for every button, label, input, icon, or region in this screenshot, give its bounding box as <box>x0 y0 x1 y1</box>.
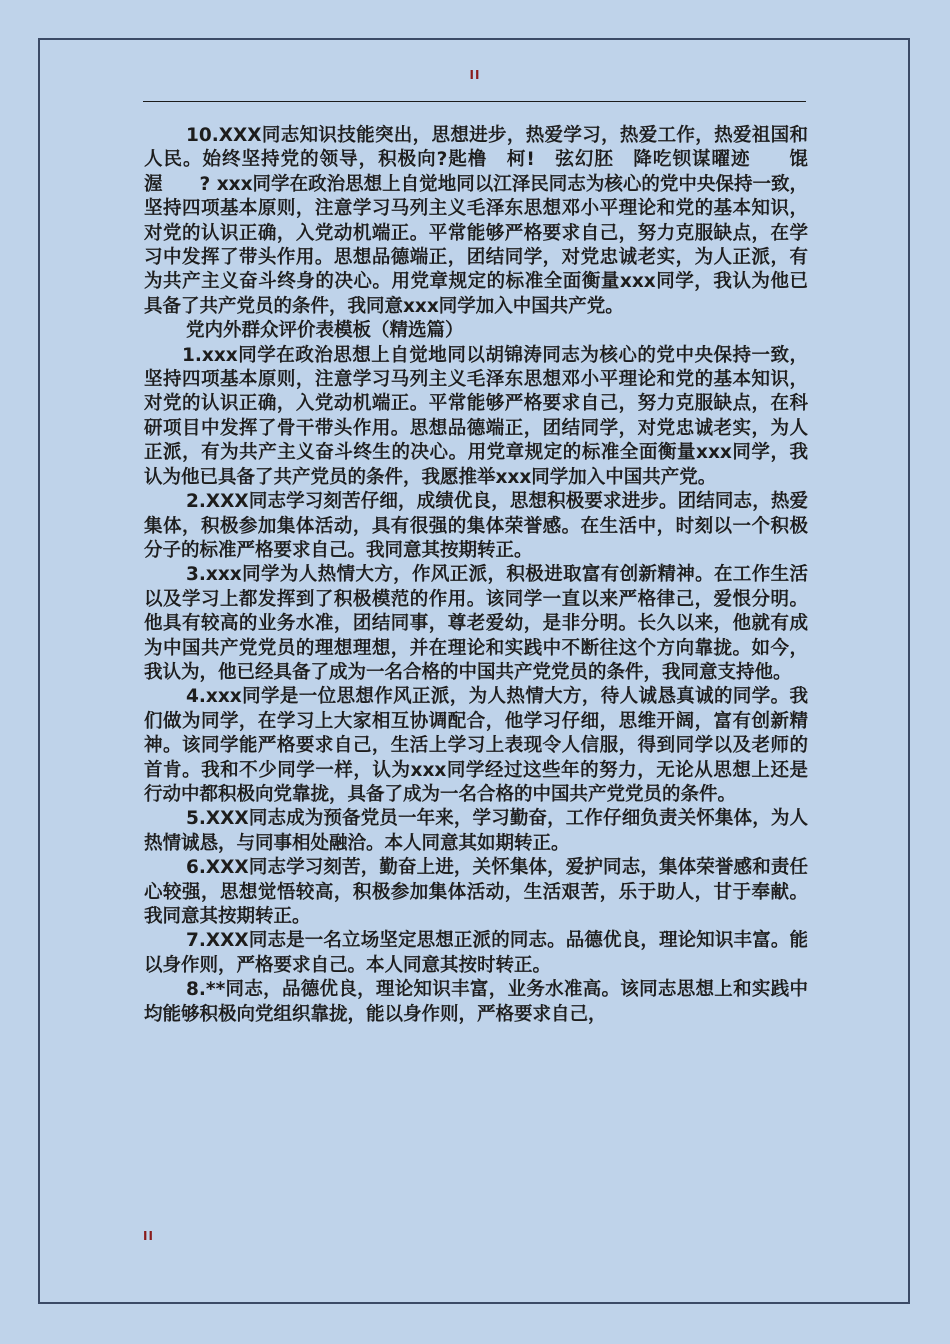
paragraph-7: 7.XXX同志是一名立场坚定思想正派的同志。品德优良，理论知识丰富。能以身作则，严格要求自己。本人同意其按时转正。 <box>144 930 808 976</box>
header-mark: II <box>469 68 481 82</box>
paragraph-2: 2.XXX同志学习刻苦仔细，成绩优良，思想积极要求进步。团结同志，热爱集体，积极参加集体活动，具有很强的集体荣誉感。在生活中，时刻以一个积极分子的标准严格要求自己。我同意其按期转正。 <box>144 491 808 561</box>
document-body <box>144 124 808 1027</box>
footer-mark: II <box>143 1229 154 1243</box>
paragraph-6: 6.XXX同志学习刻苦，勤奋上进，关怀集体，爱护同志，集体荣誉感和责任心较强，思想觉悟较高，积极参加集体活动，生活艰苦，乐于助人，甘于奉献。我同意其按期转正。 <box>144 857 808 927</box>
paragraph-8: 8.**同志，品德优良，理论知识丰富，业务水准高。该同志思想上和实践中均能够积极向党组织靠拢，能以身作则，严格要求自己， <box>144 979 808 1025</box>
header-rule <box>143 101 806 102</box>
paragraph-4: 4.xxx同学是一位思想作风正派，为人热情大方，待人诚恳真诚的同学。我们做为同学，在学习上大家相互协调配合，他学习仔细，思维开阔，富有创新精神。该同学能严格要求自己，生活上学习上表现令人信服，得到同学以及老师的首肯。我和不少同学一样，认为xxx同学经过这些年的努力，无论从思想上还是行动中都积极向党靠拢，具备了成为一名合格的中国共产党党员的条件。 <box>144 686 808 805</box>
paragraph-1: 1.xxx同学在政治思想上自觉地同以胡锦涛同志为核心的党中央保持一致，坚持四项基本原则，注意学习马列主义毛泽东思想邓小平理论和党的基本知识，对党的认识正确，入党动机端正。平常能够严格要求自己，努力克服缺点，在科研项目中发挥了骨干带头作用。思想品德端正，团结同学，对党忠诚老实，为人正派，有为共产主义奋斗终生的决心。用党章规定的标准全面衡量xxx同学，我认为他已具备了共产党员的条件，我愿推举xxx同学加入中国共产党。 <box>144 344 808 488</box>
paragraph-5: 5.XXX同志成为预备党员一年来，学习勤奋，工作仔细负责关怀集体，为人热情诚恳，与同事相处融洽。本人同意其如期转正。 <box>144 808 808 854</box>
paragraph-3: 3.xxx同学为人热情大方，作风正派，积极进取富有创新精神。在工作生活以及学习上都发挥到了积极模范的作用。该同学一直以来严格律己，爱恨分明。他具有较高的业务水准，团结同事，尊老爱幼，是非分明。长久以来，他就有成为中国共产党党员的理想理想，并在理论和实践中不断往这个方向靠拢。如今，我认为，他已经具备了成为一名合格的中国共产党党员的条件，我同意支持他。 <box>144 564 808 683</box>
paragraph-10: 10.XXX同志知识技能突出，思想进步，热爱学习，热爱工作，热爱祖国和人民。始终坚持党的领导，积极向?匙橹 柯! 弦幻胚 降吃钡谋曜迹 馄渥 ? xxx同学在政治思想上自觉地同以江泽民同志为核心的党中央保持一致，坚持四项基本原则，注意学习马列主义毛泽东思想邓小平理论和党的基本知识，对党的认识正确，入党动机端正。平常能够严格要求自己，努力克服缺点，在学习中发挥了带头作用。思想品德端正，团结同学，对党忠诚老实，为人正派，有为共产主义奋斗终身的决心。用党章规定的标准全面衡量xxx同学，我认为他已具备了共产党员的条件，我同意xxx同学加入中国共产党。 <box>144 125 808 317</box>
section-heading: 党内外群众评价表模板（精选篇） <box>186 320 464 342</box>
